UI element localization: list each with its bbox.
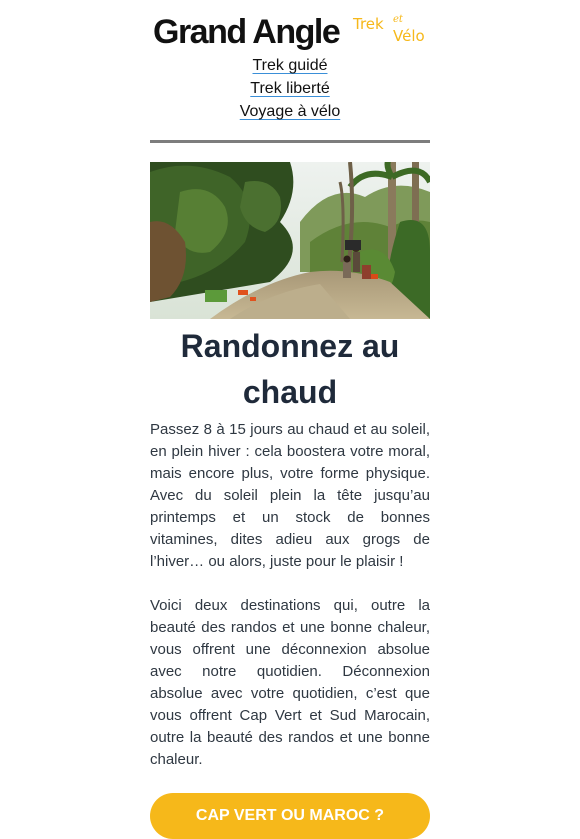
article-title: Randonnez au chaud (180, 328, 400, 410)
nav-link-trek-guide[interactable]: Trek guidé (252, 57, 328, 74)
logo-wordmark: Grand Angle (153, 13, 340, 51)
main-nav (150, 54, 430, 123)
brand-logo[interactable] (150, 0, 430, 52)
article-paragraph-1: Passez 8 à 15 jours au chaud et au soleil, en plein hiver : cela boostera votre moral, mais encore plus, votre forme physique. Avec du soleil plein la tête jusqu’au printemps et un stock de bonnes vitamines, dites adieu aux grogs de l’hiver… ou alors, juste pour le plaisir ! (150, 421, 430, 570)
logo-tagline-velo: Vélo (393, 27, 425, 45)
logo-tagline-trek: Trek (353, 15, 384, 33)
section-divider (150, 140, 430, 143)
nav-link-trek-liberte[interactable]: Trek liberté (250, 80, 330, 97)
email-content (150, 0, 430, 839)
nav-link-voyage-velo[interactable]: Voyage à vélo (239, 103, 341, 120)
hero-image[interactable] (150, 162, 430, 319)
logo-tagline-et: et (393, 14, 403, 25)
article-paragraph-2: Voici deux destinations qui, outre la beauté des randos et une bonne chaleur, vous offrent une déconnexion absolue avec notre quotidien. Déconnexion absolue avec votre quotidien, c’est que vous offrent Cap Vert et Sud Marocain, outre la beauté des randos et une bonne chaleur. (150, 597, 430, 768)
cap-vert-ou-maroc-button[interactable]: CAP VERT OU MAROC ? (150, 793, 430, 839)
